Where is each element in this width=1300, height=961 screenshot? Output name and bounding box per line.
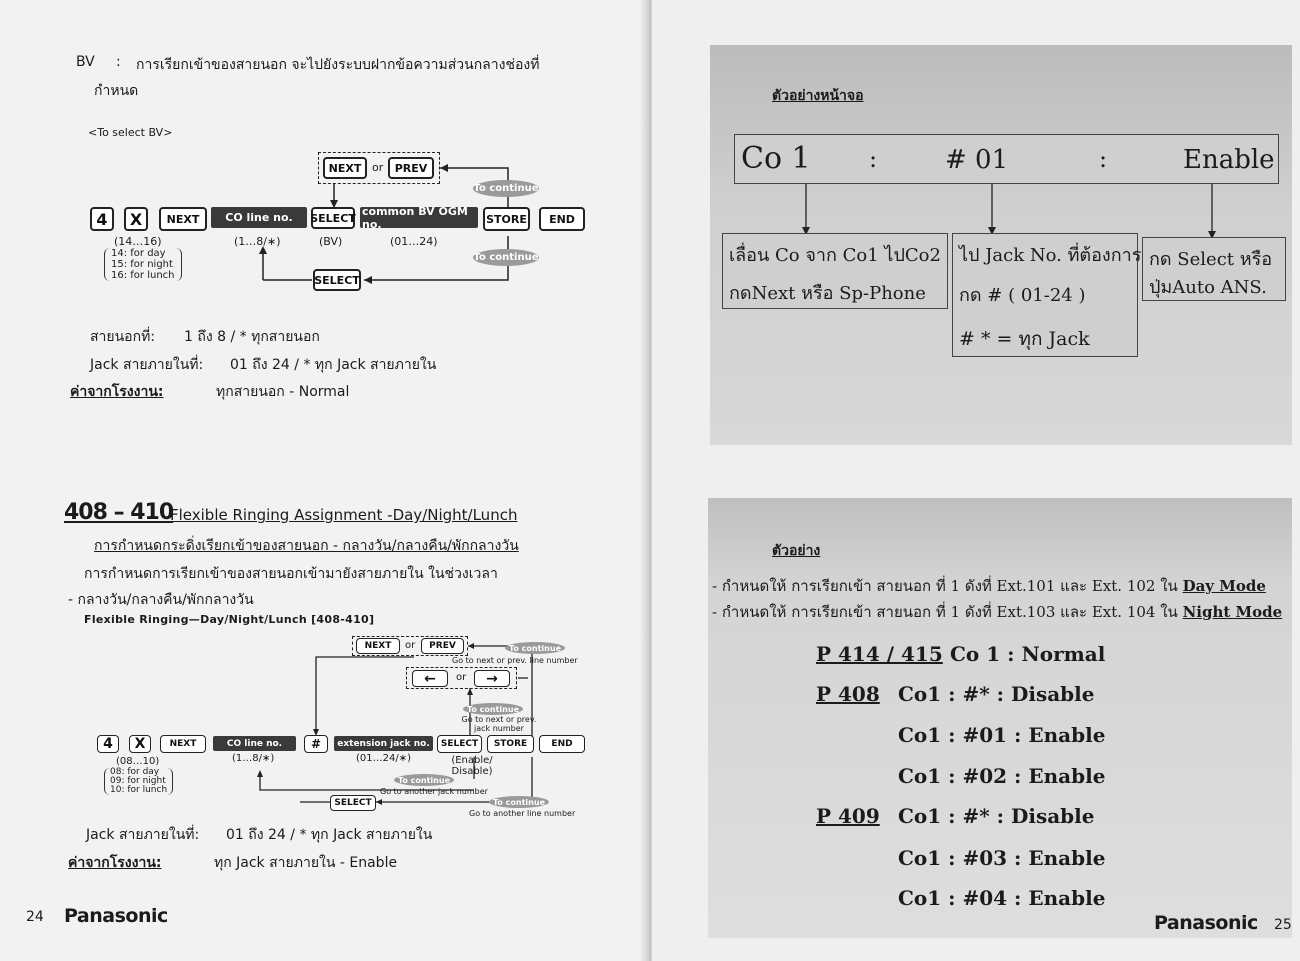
next-key-line[interactable]: NEXT: [356, 638, 400, 654]
setting-409-jack03-enable: Co1 : #03 : Enable: [898, 846, 1106, 870]
flex-jack-range: (01…24/∗): [356, 753, 411, 764]
hash-key[interactable]: #: [304, 735, 328, 753]
callout-box-select: [1142, 237, 1286, 301]
bv-colon: :: [116, 54, 121, 70]
setting-409-all-disable: Co1 : #* : Disable: [898, 804, 1095, 828]
co-line-number-key[interactable]: CO line no.: [211, 207, 307, 228]
example-panel: [708, 498, 1292, 938]
bv-mode-day: 14: for day: [111, 248, 166, 259]
to-continue-another-line-badge: To continue: [489, 796, 549, 808]
callout-select-line1: กด Select หรือ: [1149, 249, 1273, 270]
bv-mode-lunch: 16: for lunch: [111, 270, 175, 281]
lcd-jack-value: # 01: [945, 145, 1009, 175]
bv-setting-co-value: 1 ถึง 8 / * ทุกสายนอก: [184, 329, 320, 345]
bv-setting-jack-value: 01 ถึง 24 / * ทุก Jack สายภายใน: [230, 357, 437, 373]
flexible-diagram-title: Flexible Ringing—Day/Night/Lunch [408-410]: [84, 613, 375, 626]
callout-box-jack: [952, 233, 1142, 357]
next-key[interactable]: NEXT: [159, 207, 207, 231]
to-continue-jack-badge: To continue: [463, 703, 523, 715]
example-screen-panel: [710, 45, 1292, 445]
left-page-number: 24: [26, 909, 44, 925]
bv-setting-jack-label: Jack สายภายในที่:: [90, 357, 204, 373]
right-page-number: 25: [1274, 917, 1292, 933]
program-414-415: P 414 / 415: [816, 642, 943, 666]
right-brand-logo: Panasonic: [1154, 912, 1258, 934]
lcd-separator-2: :: [1099, 145, 1108, 173]
example-screen-heading: ตัวอย่างหน้าจอ: [772, 88, 864, 104]
another-jack-note: Go to another jack number: [380, 787, 488, 796]
example-bullet-night-text: - กำหนดให้ การเรียกเข้า สายนอก ที่ 1 ดังที่ Ext.103 และ Ext. 104 ใน: [712, 603, 1183, 621]
bv-label-range: (BV): [319, 235, 343, 248]
flex-setting-jack-value: 01 ถึง 24 / * ทุก Jack สายภายใน: [226, 827, 433, 843]
example-bullet-day-text: - กำหนดให้ การเรียกเข้า สายนอก ที่ 1 ดังที่ Ext.101 และ Ext. 102 ใน: [712, 577, 1183, 595]
callout-select-line2: ปุ่มAuto ANS.: [1149, 277, 1267, 298]
left-brand-logo: Panasonic: [64, 905, 168, 927]
end-key-flex[interactable]: END: [539, 735, 585, 753]
enable-disable-note: (Enable/ Disable): [451, 755, 493, 777]
key-x-flex[interactable]: X: [129, 735, 151, 753]
right-page: [652, 0, 1300, 961]
setting-408-jack01-enable: Co1 : #01 : Enable: [898, 723, 1106, 747]
bv-ogm-range: (01…24): [390, 235, 438, 248]
bv-description-line2: กำหนด: [94, 83, 139, 99]
setting-409-jack04-enable: Co1 : #04 : Enable: [898, 886, 1106, 910]
flexible-description-line2: - กลางวัน/กลางคืน/พักกลางวัน: [68, 592, 254, 608]
flex-mode-night: 09: for night: [110, 776, 166, 786]
bv-setting-default-value: ทุกสายนอก - Normal: [216, 384, 350, 400]
to-continue-another-jack-badge: To continue: [394, 774, 454, 786]
left-arrow-key[interactable]: ←: [412, 670, 448, 687]
setting-408-all-disable: Co1 : #* : Disable: [898, 682, 1095, 706]
program-number-heading: 408 – 410: [64, 500, 174, 525]
or-label-arrows: or: [456, 672, 467, 683]
callout-box-co: [722, 233, 948, 309]
callout-co-line1: เลื่อน Co จาก Co1 ไปCo2: [729, 245, 941, 266]
setting-co1-normal: Co 1 : Normal: [950, 642, 1106, 666]
key-4[interactable]: 4: [90, 207, 114, 231]
right-arrow-key[interactable]: →: [474, 670, 510, 687]
or-label-line: or: [405, 640, 416, 651]
flex-co-range: (1…8/∗): [232, 753, 275, 764]
lcd-co-value: Co 1: [741, 141, 811, 176]
another-line-note: Go to another line number: [469, 809, 576, 818]
to-continue-bottom-badge: To continue: [473, 249, 539, 266]
common-bv-ogm-key[interactable]: common BV OGM no.: [360, 207, 478, 228]
flex-prog-range: (08…10): [116, 756, 160, 767]
next-key-top[interactable]: NEXT: [323, 157, 367, 179]
flexible-ringing-title: Flexible Ringing Assignment -Day/Night/Lunch: [170, 506, 518, 524]
next-prev-line-note: Go to next or prev. line number: [452, 656, 578, 665]
callout-jack-line3: # * = ทุก Jack: [959, 328, 1090, 350]
key-4-flex[interactable]: 4: [97, 735, 119, 753]
co-line-number-key-flex[interactable]: CO line no.: [213, 736, 296, 751]
left-page: [0, 0, 648, 961]
bv-mode-night: 15: for night: [111, 259, 173, 270]
example-bullet-night: [712, 600, 1282, 624]
flex-setting-default-value: ทุก Jack สายภายใน - Enable: [214, 855, 398, 871]
callout-co-line2: กดNext หรือ Sp-Phone: [729, 283, 926, 304]
flex-mode-list: [104, 768, 173, 795]
select-key-flex-bottom[interactable]: SELECT: [330, 795, 376, 811]
program-408: P 408: [816, 682, 880, 706]
key-x[interactable]: X: [124, 207, 148, 231]
to-continue-top-badge: To continue: [473, 180, 539, 197]
bv-label: BV: [76, 54, 95, 70]
prev-key-line[interactable]: PREV: [421, 638, 464, 654]
prev-key-top[interactable]: PREV: [388, 157, 434, 179]
flex-setting-default-label: ค่าจากโรงงาน:: [68, 855, 162, 871]
store-key[interactable]: STORE: [483, 207, 530, 231]
bv-setting-default-label: ค่าจากโรงงาน:: [70, 384, 164, 400]
flex-setting-jack-label: Jack สายภายในที่:: [86, 827, 200, 843]
next-prev-jack-note: Go to next or prev. jack number: [461, 715, 537, 733]
end-key[interactable]: END: [539, 207, 585, 231]
callout-jack-line1: ไป Jack No. ที่ต้องการ: [959, 245, 1142, 266]
night-mode-label: Night Mode: [1182, 603, 1283, 621]
extension-jack-key[interactable]: extension jack no.: [334, 736, 433, 751]
example-heading: ตัวอย่าง: [772, 543, 821, 559]
day-mode-label: Day Mode: [1182, 577, 1266, 595]
or-label: or: [372, 161, 384, 174]
flexible-description-line1: การกำหนดการเรียกเข้าของสายนอกเข้ามายังสายภายใน ในช่วงเวลา: [84, 566, 498, 582]
next-key-flex[interactable]: NEXT: [160, 735, 206, 753]
select-key[interactable]: SELECT: [311, 207, 355, 229]
select-key-bottom[interactable]: SELECT: [313, 269, 361, 291]
callout-jack-line2: กด # ( 01-24 ): [959, 285, 1086, 306]
bv-setting-co-label: สายนอกที่:: [90, 329, 156, 345]
program-409: P 409: [816, 804, 880, 828]
flexible-ringing-subtitle: การกำหนดกระดิ่งเรียกเข้าของสายนอก - กลางวัน/กลางคืน/พักกลางวัน: [94, 538, 519, 554]
lcd-separator-1: :: [869, 145, 878, 173]
flex-mode-day: 08: for day: [110, 767, 160, 777]
store-key-flex[interactable]: STORE: [487, 735, 534, 753]
bv-co-range: (1…8/∗): [234, 235, 281, 248]
bv-select-title: <To select BV>: [88, 126, 173, 139]
setting-408-jack02-enable: Co1 : #02 : Enable: [898, 764, 1106, 788]
to-continue-line-badge: To continue: [505, 642, 565, 654]
bv-description-line1: การเรียกเข้าของสายนอก จะไปยังระบบฝากข้อความส่วนกลางช่องที่: [136, 57, 540, 73]
flex-mode-lunch: 10: for lunch: [110, 785, 168, 795]
select-key-flex[interactable]: SELECT: [437, 735, 482, 753]
example-bullet-day: [712, 574, 1266, 598]
bv-prog-range: (14…16): [114, 235, 162, 248]
lcd-status-value: Enable: [1183, 145, 1275, 175]
